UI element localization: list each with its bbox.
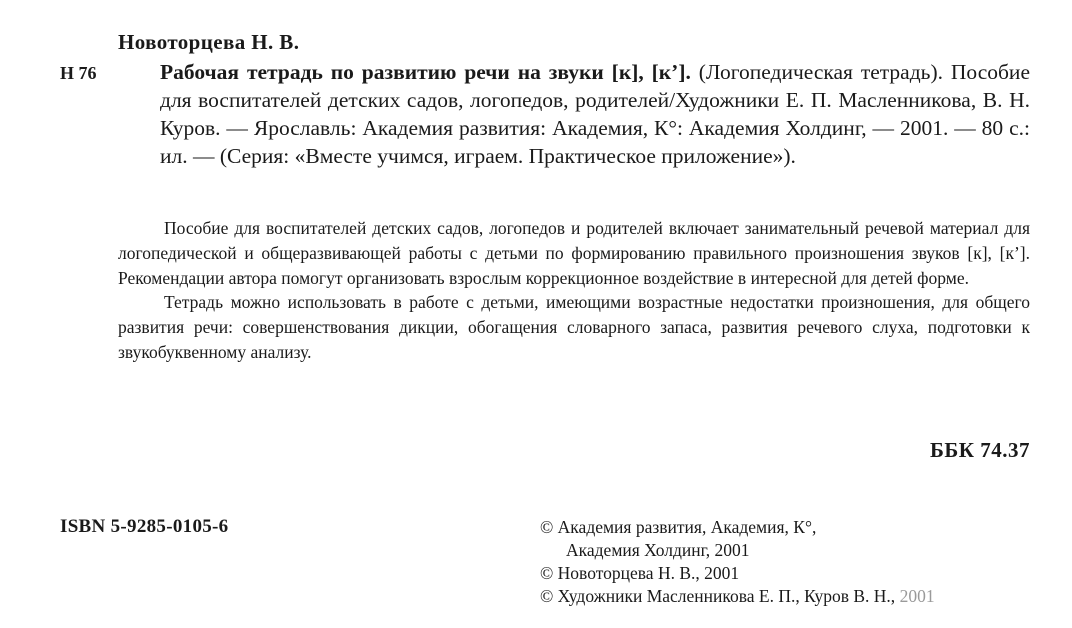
copyright-line-3: © Новоторцева Н. В., 2001 [540, 563, 740, 583]
copyright-illustrators-year: 2001 [899, 586, 935, 606]
bbk-index: ББК 74.37 [930, 438, 1030, 462]
copyright-block [540, 516, 1040, 608]
bibliographic-citation [160, 58, 1030, 170]
annotation-paragraph-1: Пособие для воспитателей детских садов, логопедов и родителей включает занимательный речевой материал для логопедической и общеразвивающей работы с детьми по формированию правильного произношения звуков [к], [к’]. Рекомендации автора помогут организовать взрослым коррекционное воздействие в интересной для детей форме. [118, 218, 1030, 288]
copyright-line-1: © Академия развития, Академия, К°, [540, 517, 817, 537]
copyright-line-2: Академия Холдинг, 2001 [566, 540, 750, 560]
citation-details: (Логопедическая тетрадь). Пособие для воспитателей детских садов, логопедов, родителей/Художники Е. П. Масленникова, В. Н. Куров. — Ярославль: Академия развития: Академия, К°: Академия Холдинг, — 2001. — 80 с.: ил. — (Серия: «Вместе учимся, играем. Практическое приложение»). [160, 60, 1030, 168]
catalog-code: Н 76 [60, 63, 97, 83]
author-name: Новоторцева Н. В. [118, 30, 300, 54]
copyright-illustrators: © Художники Масленникова Е. П., Куров В. Н., [540, 586, 900, 606]
annotation-paragraph-2: Тетрадь можно использовать в работе с детьми, имеющими возрастные недостатки произношения, для общего развития речи: совершенствования дикции, обогащения словарного запаса, развития речевого слуха, подготовки к звукобуквенному анализу. [118, 292, 1030, 362]
isbn: ISBN 5-9285-0105-6 [60, 516, 229, 537]
annotation [118, 216, 1030, 365]
book-title: Рабочая тетрадь по развитию речи на звуки [к], [к’]. [160, 60, 691, 84]
copyright-line-4 [540, 585, 1040, 608]
